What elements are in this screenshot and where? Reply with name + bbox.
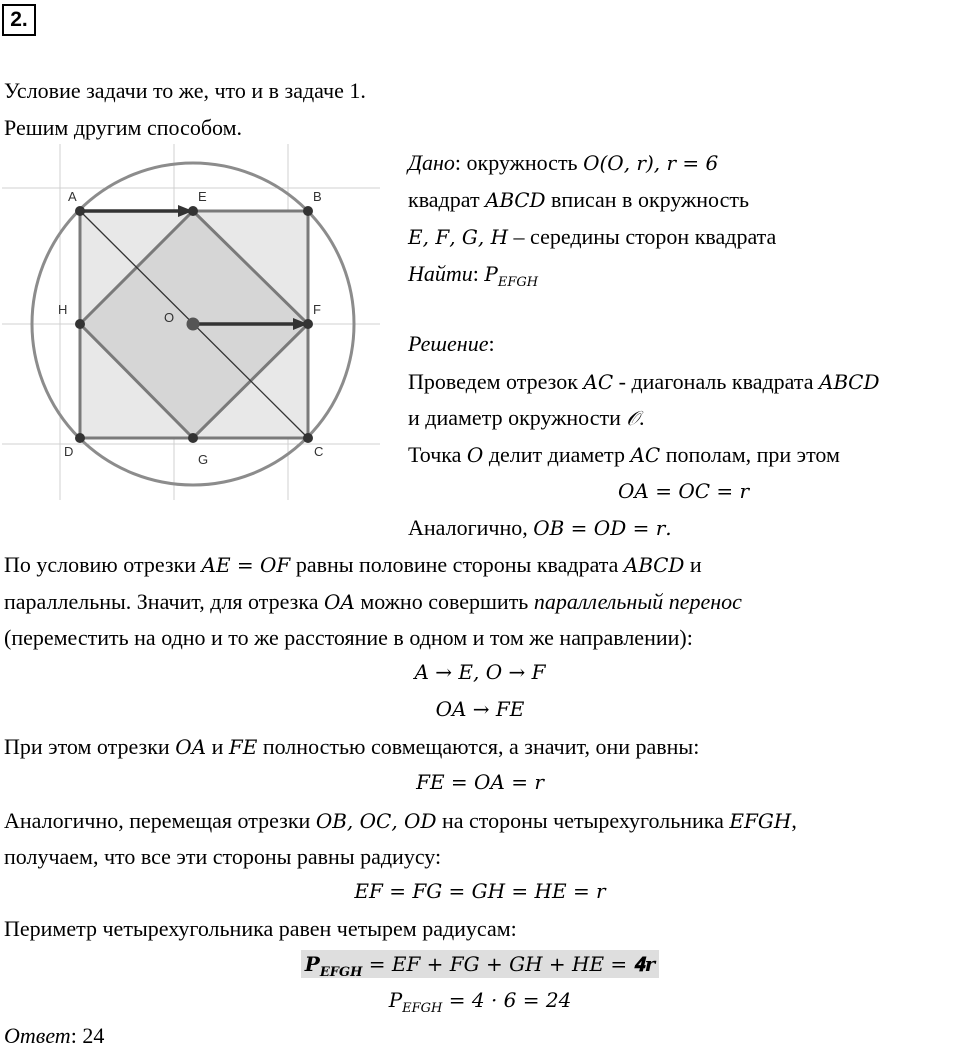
p1b-italic: параллельный перенос [533,589,742,614]
given-math-1: 𝑂(𝑂, 𝑟), 𝑟 = 6 [583,151,719,175]
s3-tail: пополам, при этом [660,442,840,467]
intro-line-2: Решим другим способом. [4,115,243,140]
p2-text: При этом отрезки [4,734,176,759]
answer-label: Ответ [4,1023,71,1048]
label-a: A [68,189,77,204]
perimeter-formula [301,950,659,978]
paragraph-1-line-3: (переместить на одно и то же расстояние в одном и том же направлении): [4,625,693,650]
given-sep: : [454,150,462,175]
find-symbol: 𝑃 [484,262,498,286]
s1-text: Проведем отрезок [408,369,584,394]
equation-oa-oc: 𝑂𝐴 = 𝑂𝐶 = 𝑟 [618,479,750,503]
label-d: D [64,444,74,459]
eq5-tail: = 4 · 6 = 24 [442,988,572,1012]
eq4-sub: 𝑬𝑭𝑮𝑯 [319,965,363,980]
geometry-figure [2,144,380,500]
answer-line [4,1025,104,1047]
p1a-math: 𝐴𝐸 = 𝑂𝐹 [201,553,291,577]
eq4-tail: 𝟒𝒓 [633,952,656,976]
p1a-math2: 𝐴𝐵𝐶𝐷 [623,553,685,577]
label-b: B [313,189,322,204]
given-math-3: 𝐸, 𝐹, 𝐺, 𝐻 [408,225,509,249]
eq4-base: 𝑷 [304,952,320,976]
equation-fe: 𝐹𝐸 = 𝑂𝐴 = 𝑟 [416,770,544,794]
paragraph-2 [4,736,699,758]
equation-perimeter [0,953,960,979]
s3-mid: делит диаметр [483,442,631,467]
answer-sep: : [70,1023,83,1048]
given-text-3: – середины сторон квадрата [508,224,777,249]
p1a-tail: и [684,552,702,577]
label-o: O [164,310,175,325]
point-a [75,206,85,216]
equation-sides: 𝐸𝐹 = 𝐹𝐺 = 𝐺𝐻 = 𝐻𝐸 = 𝑟 [354,879,606,903]
given-line-2 [408,189,749,211]
given-text-2: квадрат [408,187,486,212]
given-text-1: окружность [461,150,584,175]
point-d [75,433,85,443]
solution-line-1 [408,371,880,393]
problem-number: 2. [2,4,36,36]
p3a-tail: , [791,808,797,833]
find-subscript: 𝐸𝐹𝐺𝐻 [497,275,539,290]
p1b-text: параллельны. Значит, для отрезка [4,589,324,614]
s4-math: 𝑂𝐵 = 𝑂𝐷 = 𝑟. [533,516,672,540]
p2-math: 𝑂𝐴 [175,735,207,759]
point-o [187,318,200,331]
s2-math: 𝒪 [626,406,639,430]
p1a-text: По условию отрезки [4,552,202,577]
s1-mid: - диагональ квадрата [613,369,820,394]
point-e [188,206,198,216]
point-g [188,433,198,443]
point-h [75,319,85,329]
eq5-base: 𝑃 [388,988,403,1012]
s3-math2: 𝐴𝐶 [630,443,661,467]
p3a-mid: на стороны четырехугольника [436,808,730,833]
answer-value: 24 [82,1023,105,1048]
p2-math2: 𝐹𝐸 [228,735,258,759]
given-line-3 [408,226,776,248]
s2-tail: . [638,405,645,430]
p3a-math2: 𝐸𝐹𝐺𝐻 [729,809,792,833]
given-math-2: 𝐴𝐵𝐶𝐷 [485,188,546,212]
given-tail-2: вписан в окружность [545,187,749,212]
s1-math: 𝐴𝐶 [583,370,614,394]
label-c: C [314,444,324,459]
solution-line-4 [408,517,672,539]
label-g: G [198,452,209,467]
solution-line-3 [408,444,840,466]
solution-sep: : [488,331,495,356]
point-b [303,206,313,216]
find-line [408,263,538,289]
p1b-mid: можно совершить [354,589,534,614]
given-line-1 [408,152,718,174]
s4-text: Аналогично, [408,515,534,540]
eq4-mid: = 𝐸𝐹 + 𝐹𝐺 + 𝐺𝐻 + 𝐻𝐸 = [362,952,634,976]
solution-heading [408,333,495,355]
s3-text: Точка [408,442,467,467]
given-label: Дано [408,150,455,175]
solution-line-2 [408,407,644,429]
find-sep: : [472,261,485,286]
label-f: F [313,302,321,317]
mapping-points: 𝐴 → 𝐸, 𝑂 → 𝐹 [414,660,546,684]
p2-tail: полностью совмещаются, а значит, они равны: [257,734,700,759]
solution-label: Решение [408,331,489,356]
equation-result [0,990,960,1015]
p1b-math: 𝑂𝐴 [324,590,355,614]
point-c [303,433,313,443]
p3a-math: 𝑂𝐵, 𝑂𝐶, 𝑂𝐷 [315,809,437,833]
s2-text: и диаметр окружности [408,405,627,430]
paragraph-3-line-1 [4,810,797,832]
paragraph-3-line-2: получаем, что все эти стороны равны радиусу: [4,844,442,869]
paragraph-1-line-2 [4,591,742,613]
intro-line-1: Условие задачи то же, что и в задаче 1. [4,78,366,103]
paragraph-4: Периметр четырехугольника равен четырем радиусам: [4,916,517,941]
p2-mid: и [206,734,229,759]
s3-math: 𝑂 [466,443,484,467]
find-label: Найти [408,261,473,286]
paragraph-1-line-1 [4,554,702,576]
mapping-segment: 𝑂𝐴 → 𝐹𝐸 [435,697,525,721]
eq5-sub: 𝐸𝐹𝐺𝐻 [402,1001,443,1016]
p1a-mid: равны половине стороны квадрата [290,552,624,577]
label-e: E [198,189,207,204]
s1-math2: 𝐴𝐵𝐶𝐷 [819,370,880,394]
p3a-text: Аналогично, перемещая отрезки [4,808,316,833]
point-f [303,319,313,329]
label-h: H [58,302,68,317]
